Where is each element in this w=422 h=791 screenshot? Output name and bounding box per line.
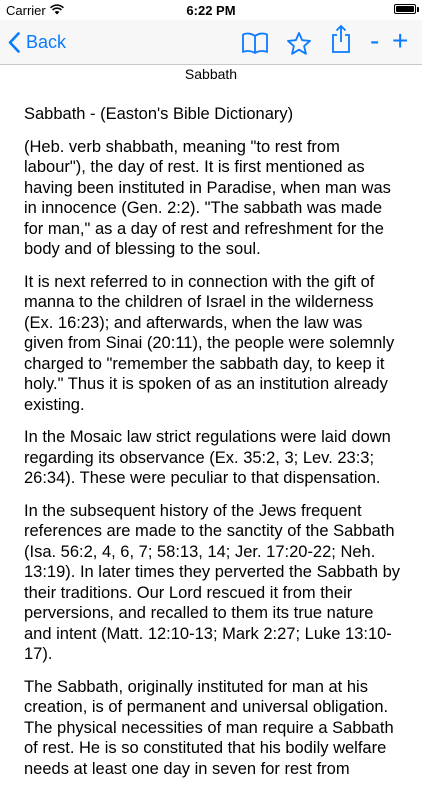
paragraph: In the Mosaic law strict regulations were laid down regarding its observance (Ex. 35:2, 3; Lev. 23:3; 26:34). These were peculiar to that dispensation. xyxy=(24,428,391,487)
paragraph: It is next referred to in connection with the gift of manna to the children of Israel in the wilderness (Ex. 16:23); and afterwards, when the law was given from Sinai (20:11), the people were solemnly charged to "remember the sabbath day, to keep it holy." Thus it is spoken of as an institution already existing. xyxy=(24,272,395,414)
page-title: Sabbath xyxy=(184,66,238,82)
carrier-label: Carrier xyxy=(6,3,46,18)
star-icon[interactable] xyxy=(284,28,314,58)
paragraph: The Sabbath, originally instituted for man at his creation, is of permanent and universal obligation. The physical necessities of man require a Sabbath of rest. He is so constituted that his bodily welfare needs at least one day in seven for rest from xyxy=(24,677,394,778)
status-bar xyxy=(0,0,422,20)
chevron-left-icon xyxy=(8,32,20,53)
entry-heading: Sabbath - (Easton's Bible Dictionary) xyxy=(24,105,294,123)
share-icon[interactable] xyxy=(326,24,356,54)
status-time: 6:22 PM xyxy=(186,3,236,18)
paragraph: In the subsequent history of the Jews frequent references are made to the sanctity of the Sabbath (Isa. 56:2, 4, 6, 7; 58:13, 14; Jer. 17:20-22; Neh. 13:19). In later times they perverted the Sabbath by their traditions. Our Lord rescued it from their perversions, and recalled to them its true nature and intent (Matt. 12:10-13; Mark 2:27; Luke 13:10-17). xyxy=(24,501,401,663)
back-label: Back xyxy=(26,31,67,52)
zoom-out-button[interactable]: - xyxy=(370,25,380,56)
battery-icon xyxy=(394,4,416,14)
back-button[interactable] xyxy=(8,28,66,56)
paragraph: (Heb. verb shabbath, meaning "to rest from labour"), the day of rest. It is first mentioned as having been instituted in Paradise, when man was in innocence (Gen. 2:2). "The sabbath was made for man," as a day of rest and refreshment for the body and of blessing to the soul. xyxy=(24,137,391,258)
battery-tip xyxy=(417,7,419,12)
article-content xyxy=(24,104,402,791)
battery-fill xyxy=(396,6,414,12)
navigation-bar xyxy=(0,20,422,65)
zoom-in-button[interactable]: + xyxy=(392,25,409,56)
book-icon[interactable] xyxy=(240,28,270,58)
